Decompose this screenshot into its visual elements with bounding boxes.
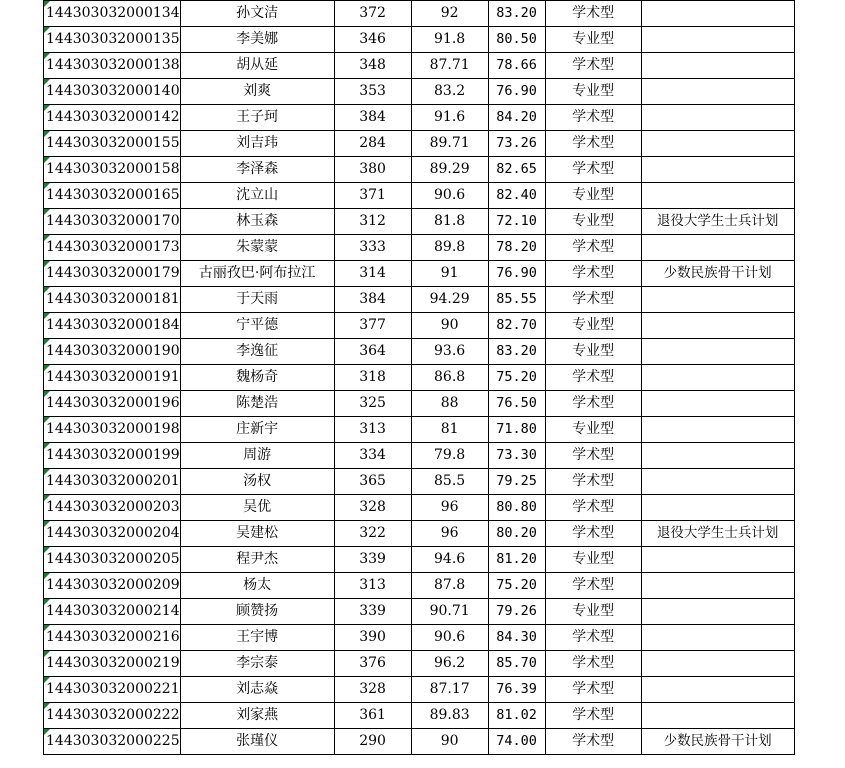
candidate-id-cell[interactable]: 144303032000155 [44, 131, 181, 157]
table-row [44, 443, 795, 469]
table-row [44, 27, 795, 53]
interview-score-cell[interactable]: 85.5 [411, 469, 488, 495]
exam-score-cell[interactable]: 325 [334, 391, 411, 417]
candidate-id-cell[interactable]: 144303032000134 [44, 1, 181, 27]
exam-score-cell[interactable]: 371 [334, 183, 411, 209]
table-row [44, 625, 795, 651]
candidate-id-cell[interactable]: 144303032000203 [44, 495, 181, 521]
weighted-score-cell[interactable]: 80.20 [488, 521, 545, 547]
table-row [44, 313, 795, 339]
exam-score-cell[interactable]: 376 [334, 651, 411, 677]
candidate-id-cell[interactable]: 144303032000191 [44, 365, 181, 391]
candidate-name-cell[interactable]: 李宗泰 [180, 651, 334, 677]
candidate-id-cell[interactable]: 144303032000221 [44, 677, 181, 703]
remark-cell[interactable] [641, 417, 794, 443]
table-row [44, 365, 795, 391]
candidate-name-cell[interactable]: 孙文洁 [180, 1, 334, 27]
exam-score-cell[interactable]: 313 [334, 417, 411, 443]
weighted-score-cell[interactable]: 74.00 [488, 729, 545, 755]
interview-score-cell[interactable]: 81.8 [411, 209, 488, 235]
candidate-id-cell[interactable]: 144303032000198 [44, 417, 181, 443]
candidate-id-cell[interactable]: 144303032000140 [44, 79, 181, 105]
weighted-score-cell[interactable]: 84.20 [488, 105, 545, 131]
exam-score-cell[interactable]: 312 [334, 209, 411, 235]
weighted-score-cell[interactable]: 82.65 [488, 157, 545, 183]
degree-type-cell[interactable]: 学术型 [545, 573, 641, 599]
candidate-id-cell[interactable]: 144303032000142 [44, 105, 181, 131]
candidate-name-cell[interactable]: 王子珂 [180, 105, 334, 131]
candidate-name-cell[interactable]: 程尹杰 [180, 547, 334, 573]
weighted-score-cell[interactable]: 75.20 [488, 573, 545, 599]
weighted-score-cell[interactable]: 73.30 [488, 443, 545, 469]
remark-cell[interactable] [641, 1, 794, 27]
interview-score-cell[interactable]: 87.71 [411, 53, 488, 79]
interview-score-cell[interactable]: 89.29 [411, 157, 488, 183]
table-row [44, 261, 795, 287]
weighted-score-cell[interactable]: 85.70 [488, 651, 545, 677]
exam-score-cell[interactable]: 353 [334, 79, 411, 105]
remark-cell[interactable] [641, 235, 794, 261]
table-row [44, 729, 795, 755]
interview-score-cell[interactable]: 96.2 [411, 651, 488, 677]
weighted-score-cell[interactable]: 73.26 [488, 131, 545, 157]
candidate-name-cell[interactable]: 李美娜 [180, 27, 334, 53]
degree-type-cell[interactable]: 学术型 [545, 105, 641, 131]
interview-score-cell[interactable]: 87.17 [411, 677, 488, 703]
remark-cell[interactable] [641, 391, 794, 417]
candidate-name-cell[interactable]: 周游 [180, 443, 334, 469]
remark-cell[interactable]: 少数民族骨干计划 [641, 729, 794, 755]
interview-score-cell[interactable]: 89.8 [411, 235, 488, 261]
candidate-id-cell[interactable]: 144303032000219 [44, 651, 181, 677]
candidate-id-cell[interactable]: 144303032000225 [44, 729, 181, 755]
candidate-id-cell[interactable]: 144303032000170 [44, 209, 181, 235]
weighted-score-cell[interactable]: 81.20 [488, 547, 545, 573]
interview-score-cell[interactable]: 83.2 [411, 79, 488, 105]
degree-type-cell[interactable]: 专业型 [545, 209, 641, 235]
exam-score-cell[interactable]: 346 [334, 27, 411, 53]
table-row [44, 235, 795, 261]
candidate-id-cell[interactable]: 144303032000179 [44, 261, 181, 287]
exam-score-cell[interactable]: 377 [334, 313, 411, 339]
table-row [44, 703, 795, 729]
candidate-id-cell[interactable]: 144303032000135 [44, 27, 181, 53]
weighted-score-cell[interactable]: 82.70 [488, 313, 545, 339]
remark-cell[interactable] [641, 625, 794, 651]
candidate-id-cell[interactable]: 144303032000222 [44, 703, 181, 729]
table-row [44, 599, 795, 625]
table-row [44, 651, 795, 677]
weighted-score-cell[interactable]: 72.10 [488, 209, 545, 235]
remark-cell[interactable] [641, 131, 794, 157]
candidate-name-cell[interactable]: 李逸征 [180, 339, 334, 365]
exam-score-cell[interactable]: 318 [334, 365, 411, 391]
interview-score-cell[interactable]: 94.6 [411, 547, 488, 573]
candidate-name-cell[interactable]: 汤权 [180, 469, 334, 495]
interview-score-cell[interactable]: 90.6 [411, 625, 488, 651]
candidate-name-cell[interactable]: 魏杨奇 [180, 365, 334, 391]
table-row [44, 79, 795, 105]
remark-cell[interactable] [641, 573, 794, 599]
interview-score-cell[interactable]: 91.8 [411, 27, 488, 53]
remark-cell[interactable] [641, 105, 794, 131]
degree-type-cell[interactable]: 学术型 [545, 495, 641, 521]
weighted-score-cell[interactable]: 78.20 [488, 235, 545, 261]
exam-score-cell[interactable]: 334 [334, 443, 411, 469]
interview-score-cell[interactable]: 90 [411, 313, 488, 339]
candidate-id-cell[interactable]: 144303032000196 [44, 391, 181, 417]
exam-score-cell[interactable]: 284 [334, 131, 411, 157]
interview-score-cell[interactable]: 89.83 [411, 703, 488, 729]
exam-score-cell[interactable]: 333 [334, 235, 411, 261]
degree-type-cell[interactable]: 专业型 [545, 599, 641, 625]
degree-type-cell[interactable]: 学术型 [545, 1, 641, 27]
candidate-id-cell[interactable]: 144303032000199 [44, 443, 181, 469]
candidate-name-cell[interactable]: 沈立山 [180, 183, 334, 209]
remark-cell[interactable] [641, 53, 794, 79]
candidate-name-cell[interactable]: 陈楚浩 [180, 391, 334, 417]
weighted-score-cell[interactable]: 83.20 [488, 1, 545, 27]
table-row [44, 287, 795, 313]
weighted-score-cell[interactable]: 78.66 [488, 53, 545, 79]
candidate-name-cell[interactable]: 刘家燕 [180, 703, 334, 729]
remark-cell[interactable] [641, 677, 794, 703]
exam-score-cell[interactable]: 384 [334, 287, 411, 313]
degree-type-cell[interactable]: 学术型 [545, 521, 641, 547]
weighted-score-cell[interactable]: 81.02 [488, 703, 545, 729]
interview-score-cell[interactable]: 92 [411, 1, 488, 27]
remark-cell[interactable]: 少数民族骨干计划 [641, 261, 794, 287]
candidate-name-cell[interactable]: 林玉森 [180, 209, 334, 235]
degree-type-cell[interactable]: 学术型 [545, 443, 641, 469]
interview-score-cell[interactable]: 89.71 [411, 131, 488, 157]
table-row [44, 157, 795, 183]
degree-type-cell[interactable]: 学术型 [545, 729, 641, 755]
table-row [44, 391, 795, 417]
weighted-score-cell[interactable]: 76.90 [488, 261, 545, 287]
candidate-id-cell[interactable]: 144303032000205 [44, 547, 181, 573]
candidate-id-cell[interactable]: 144303032000216 [44, 625, 181, 651]
degree-type-cell[interactable]: 专业型 [545, 313, 641, 339]
table-row [44, 53, 795, 79]
degree-type-cell[interactable]: 学术型 [545, 677, 641, 703]
degree-type-cell[interactable]: 学术型 [545, 651, 641, 677]
weighted-score-cell[interactable]: 83.20 [488, 339, 545, 365]
weighted-score-cell[interactable]: 82.40 [488, 183, 545, 209]
exam-score-cell[interactable]: 314 [334, 261, 411, 287]
table-row [44, 339, 795, 365]
candidate-name-cell[interactable]: 李泽森 [180, 157, 334, 183]
exam-score-cell[interactable]: 322 [334, 521, 411, 547]
candidate-name-cell[interactable]: 吴优 [180, 495, 334, 521]
degree-type-cell[interactable]: 学术型 [545, 703, 641, 729]
table-row [44, 105, 795, 131]
exam-score-cell[interactable]: 361 [334, 703, 411, 729]
remark-cell[interactable]: 退役大学生士兵计划 [641, 209, 794, 235]
remark-cell[interactable] [641, 339, 794, 365]
candidate-name-cell[interactable]: 吴建松 [180, 521, 334, 547]
exam-score-cell[interactable]: 328 [334, 495, 411, 521]
candidate-id-cell[interactable]: 144303032000181 [44, 287, 181, 313]
degree-type-cell[interactable]: 学术型 [545, 261, 641, 287]
exam-score-cell[interactable]: 348 [334, 53, 411, 79]
weighted-score-cell[interactable]: 76.50 [488, 391, 545, 417]
candidate-name-cell[interactable]: 刘吉玮 [180, 131, 334, 157]
weighted-score-cell[interactable]: 85.55 [488, 287, 545, 313]
candidate-name-cell[interactable]: 宁平德 [180, 313, 334, 339]
exam-score-cell[interactable]: 313 [334, 573, 411, 599]
remark-cell[interactable] [641, 287, 794, 313]
remark-cell[interactable] [641, 651, 794, 677]
interview-score-cell[interactable]: 79.8 [411, 443, 488, 469]
weighted-score-cell[interactable]: 75.20 [488, 365, 545, 391]
weighted-score-cell[interactable]: 76.90 [488, 79, 545, 105]
degree-type-cell[interactable]: 专业型 [545, 339, 641, 365]
interview-score-cell[interactable]: 91 [411, 261, 488, 287]
interview-score-cell[interactable]: 90.71 [411, 599, 488, 625]
remark-cell[interactable] [641, 599, 794, 625]
candidate-name-cell[interactable]: 朱蒙蒙 [180, 235, 334, 261]
exam-score-cell[interactable]: 290 [334, 729, 411, 755]
remark-cell[interactable]: 退役大学生士兵计划 [641, 521, 794, 547]
weighted-score-cell[interactable]: 76.39 [488, 677, 545, 703]
weighted-score-cell[interactable]: 84.30 [488, 625, 545, 651]
degree-type-cell[interactable]: 学术型 [545, 131, 641, 157]
remark-cell[interactable] [641, 313, 794, 339]
remark-cell[interactable] [641, 443, 794, 469]
exam-score-cell[interactable]: 372 [334, 1, 411, 27]
table-row [44, 495, 795, 521]
interview-score-cell[interactable]: 91.6 [411, 105, 488, 131]
candidate-id-cell[interactable]: 144303032000184 [44, 313, 181, 339]
degree-type-cell[interactable]: 学术型 [545, 625, 641, 651]
admission-score-table [43, 0, 795, 755]
table-row [44, 131, 795, 157]
interview-score-cell[interactable]: 90.6 [411, 183, 488, 209]
weighted-score-cell[interactable]: 79.26 [488, 599, 545, 625]
interview-score-cell[interactable]: 94.29 [411, 287, 488, 313]
candidate-id-cell[interactable]: 144303032000173 [44, 235, 181, 261]
interview-score-cell[interactable]: 87.8 [411, 573, 488, 599]
degree-type-cell[interactable]: 学术型 [545, 469, 641, 495]
candidate-name-cell[interactable]: 顾赞扬 [180, 599, 334, 625]
remark-cell[interactable] [641, 79, 794, 105]
weighted-score-cell[interactable]: 80.80 [488, 495, 545, 521]
interview-score-cell[interactable]: 81 [411, 417, 488, 443]
degree-type-cell[interactable]: 专业型 [545, 27, 641, 53]
table-row [44, 521, 795, 547]
remark-cell[interactable] [641, 469, 794, 495]
interview-score-cell[interactable]: 96 [411, 495, 488, 521]
table-row [44, 547, 795, 573]
table-row [44, 1, 795, 27]
exam-score-cell[interactable]: 339 [334, 547, 411, 573]
candidate-id-cell[interactable]: 144303032000201 [44, 469, 181, 495]
degree-type-cell[interactable]: 学术型 [545, 53, 641, 79]
remark-cell[interactable] [641, 703, 794, 729]
table-row [44, 677, 795, 703]
table-row [44, 183, 795, 209]
candidate-name-cell[interactable]: 刘志焱 [180, 677, 334, 703]
degree-type-cell[interactable]: 学术型 [545, 391, 641, 417]
remark-cell[interactable] [641, 27, 794, 53]
degree-type-cell[interactable]: 专业型 [545, 547, 641, 573]
table-row [44, 209, 795, 235]
candidate-id-cell[interactable]: 144303032000214 [44, 599, 181, 625]
degree-type-cell[interactable]: 学术型 [545, 235, 641, 261]
candidate-id-cell[interactable]: 144303032000204 [44, 521, 181, 547]
candidate-name-cell[interactable]: 刘爽 [180, 79, 334, 105]
remark-cell[interactable] [641, 365, 794, 391]
candidate-name-cell[interactable]: 庄新宇 [180, 417, 334, 443]
degree-type-cell[interactable]: 专业型 [545, 417, 641, 443]
table-row [44, 573, 795, 599]
candidate-name-cell[interactable]: 古丽孜巴·阿布拉江 [180, 261, 334, 287]
candidate-id-cell[interactable]: 144303032000209 [44, 573, 181, 599]
candidate-id-cell[interactable]: 144303032000158 [44, 157, 181, 183]
exam-score-cell[interactable]: 365 [334, 469, 411, 495]
candidate-name-cell[interactable]: 杨太 [180, 573, 334, 599]
candidate-id-cell[interactable]: 144303032000138 [44, 53, 181, 79]
interview-score-cell[interactable]: 88 [411, 391, 488, 417]
interview-score-cell[interactable]: 96 [411, 521, 488, 547]
candidate-name-cell[interactable]: 于天雨 [180, 287, 334, 313]
candidate-name-cell[interactable]: 张瑾仪 [180, 729, 334, 755]
exam-score-cell[interactable]: 390 [334, 625, 411, 651]
candidate-id-cell[interactable]: 144303032000165 [44, 183, 181, 209]
exam-score-cell[interactable]: 339 [334, 599, 411, 625]
interview-score-cell[interactable]: 93.6 [411, 339, 488, 365]
exam-score-cell[interactable]: 328 [334, 677, 411, 703]
degree-type-cell[interactable]: 学术型 [545, 287, 641, 313]
weighted-score-cell[interactable]: 80.50 [488, 27, 545, 53]
weighted-score-cell[interactable]: 71.80 [488, 417, 545, 443]
candidate-name-cell[interactable]: 胡从延 [180, 53, 334, 79]
exam-score-cell[interactable]: 380 [334, 157, 411, 183]
table-body [44, 1, 795, 755]
remark-cell[interactable] [641, 157, 794, 183]
candidate-id-cell[interactable]: 144303032000190 [44, 339, 181, 365]
candidate-name-cell[interactable]: 王宇博 [180, 625, 334, 651]
remark-cell[interactable] [641, 495, 794, 521]
degree-type-cell[interactable]: 学术型 [545, 365, 641, 391]
table-row [44, 469, 795, 495]
remark-cell[interactable] [641, 547, 794, 573]
exam-score-cell[interactable]: 364 [334, 339, 411, 365]
interview-score-cell[interactable]: 86.8 [411, 365, 488, 391]
degree-type-cell[interactable]: 专业型 [545, 183, 641, 209]
weighted-score-cell[interactable]: 79.25 [488, 469, 545, 495]
degree-type-cell[interactable]: 学术型 [545, 157, 641, 183]
degree-type-cell[interactable]: 专业型 [545, 79, 641, 105]
remark-cell[interactable] [641, 183, 794, 209]
table-row [44, 417, 795, 443]
interview-score-cell[interactable]: 90 [411, 729, 488, 755]
exam-score-cell[interactable]: 384 [334, 105, 411, 131]
